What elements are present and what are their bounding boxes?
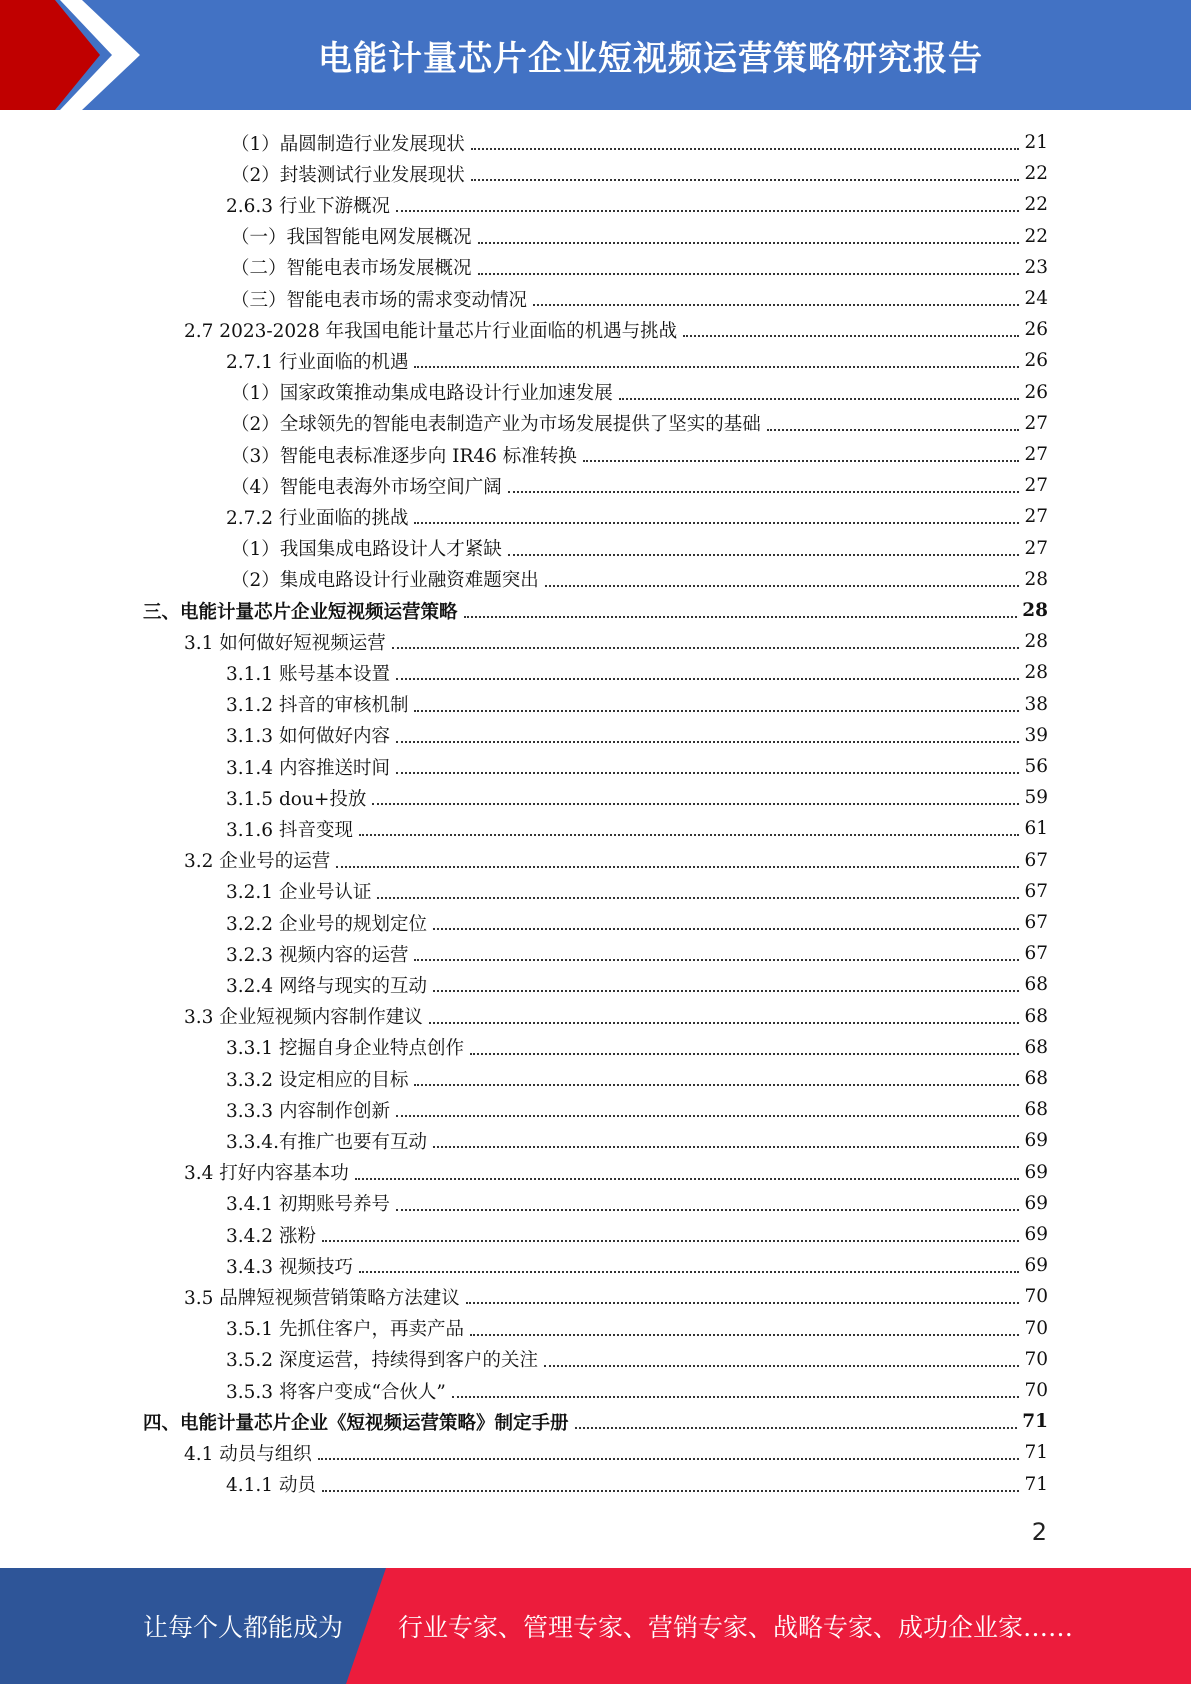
footer-banner <box>0 1568 1191 1684</box>
toc-leader-dots <box>433 927 1019 930</box>
toc-leader-dots <box>322 1239 1020 1242</box>
toc-entry[interactable] <box>226 345 1048 376</box>
toc-leader-dots <box>396 771 1019 774</box>
toc-entry[interactable] <box>231 408 1048 439</box>
toc-entry-label: （1）国家政策推动集成电路设计行业加速发展 <box>231 383 613 405</box>
toc-entry-label: 3.3.4.有推广也要有互动 <box>226 1131 427 1153</box>
toc-entry-label: 3.1.2 抖音的审核机制 <box>226 695 409 717</box>
toc-entry[interactable] <box>226 1188 1048 1219</box>
document-title: 电能计量芯片企业短视频运营策略研究报告 <box>318 38 983 79</box>
toc-entry-page: 71 <box>1024 1473 1048 1495</box>
toc-entry-page: 67 <box>1024 912 1048 933</box>
toc-entry-page: 68 <box>1024 1005 1048 1027</box>
toc-entry-label: 2.7 2023-2028 年我国电能计量芯片行业面临的机遇与挑战 <box>184 320 678 342</box>
toc-entry-label: 3.2.2 企业号的规划定位 <box>226 913 427 935</box>
toc-entry[interactable] <box>226 1125 1048 1156</box>
toc-leader-dots <box>478 241 1020 244</box>
toc-leader-dots <box>414 1083 1019 1086</box>
toc-entry-label: 3.1 如何做好短视频运营 <box>184 632 386 654</box>
toc-entry-label: 3.1.6 抖音变现 <box>226 819 353 841</box>
toc-entry[interactable] <box>226 1250 1048 1281</box>
toc-entry-page: 70 <box>1024 1317 1048 1339</box>
toc-entry[interactable] <box>226 1344 1048 1375</box>
toc-leader-dots <box>372 802 1019 805</box>
toc-entry-label: 3.3.1 挖掘自身企业特点创作 <box>226 1038 464 1060</box>
toc-entry[interactable] <box>184 1437 1048 1468</box>
toc-entry-label: 3.4.3 视频技巧 <box>226 1256 353 1278</box>
toc-entry-label: 3.4.1 初期账号养号 <box>226 1194 390 1216</box>
toc-entry-label: 3.2 企业号的运营 <box>184 851 331 873</box>
toc-leader-dots <box>396 209 1019 212</box>
toc-entry-label: 4.1.1 动员 <box>226 1475 316 1497</box>
toc-entry[interactable] <box>226 501 1048 532</box>
toc-entry-page: 70 <box>1024 1286 1048 1308</box>
toc-entry-label: 3.5 品牌短视频营销策略方法建议 <box>184 1287 460 1309</box>
toc-entry-page: 28 <box>1022 600 1048 621</box>
toc-leader-dots <box>470 1052 1019 1055</box>
toc-entry-label: 3.1.4 内容推送时间 <box>226 757 390 779</box>
toc-entry-page: 67 <box>1024 849 1048 871</box>
toc-entry-page: 22 <box>1024 163 1048 185</box>
toc-entry-label: 3.1.5 dou+投放 <box>226 788 367 810</box>
toc-leader-dots <box>322 1489 1020 1492</box>
toc-entry-label: 2.7.1 行业面临的机遇 <box>226 351 409 373</box>
toc-leader-dots <box>396 1208 1019 1211</box>
toc-entry-page: 22 <box>1024 194 1048 216</box>
toc-leader-dots <box>414 365 1019 368</box>
toc-entry[interactable] <box>231 158 1048 189</box>
toc-leader-dots <box>508 553 1020 556</box>
toc-entry-page: 28 <box>1024 662 1048 684</box>
toc-entry-label: 3.2.3 视频内容的运营 <box>226 944 409 966</box>
toc-entry-page: 67 <box>1024 880 1048 902</box>
toc-entry[interactable] <box>231 533 1048 564</box>
toc-leader-dots <box>466 1301 1020 1304</box>
toc-entry-page: 67 <box>1024 943 1048 965</box>
toc-entry-label: （三）智能电表市场的需求变动情况 <box>231 289 528 311</box>
toc-entry-label: 3.1.1 账号基本设置 <box>226 663 390 685</box>
toc-entry-page: 21 <box>1024 132 1048 153</box>
toc-entry[interactable] <box>226 1469 1048 1500</box>
toc-entry-page: 24 <box>1024 288 1048 309</box>
toc-entry[interactable] <box>231 252 1048 283</box>
toc-entry-page: 70 <box>1024 1348 1048 1370</box>
toc-leader-dots <box>414 521 1019 524</box>
toc-entry-label: （1）晶圆制造行业发展现状 <box>231 133 465 155</box>
toc-entry-page: 61 <box>1024 818 1048 840</box>
toc-leader-dots <box>336 865 1019 868</box>
toc-leader-dots <box>478 272 1020 275</box>
toc-entry-page: 70 <box>1024 1380 1048 1401</box>
toc-entry-page: 26 <box>1024 350 1048 372</box>
toc-leader-dots <box>414 709 1019 712</box>
toc-entry[interactable] <box>184 1001 1048 1032</box>
toc-entry-page: 69 <box>1024 1130 1048 1152</box>
toc-entry[interactable] <box>231 283 1048 314</box>
toc-entry[interactable] <box>226 689 1048 720</box>
toc-entry-label: （1）我国集成电路设计人才紧缺 <box>231 539 502 561</box>
toc-entry-page: 68 <box>1024 1036 1048 1058</box>
toc-leader-dots <box>683 334 1019 337</box>
toc-entry-page: 68 <box>1024 1099 1048 1121</box>
toc-entry-label: 3.4.2 涨粉 <box>226 1225 316 1247</box>
toc-entry[interactable] <box>226 1063 1048 1094</box>
page-number: 2 <box>1031 1518 1047 1546</box>
toc-entry-page: 71 <box>1022 1411 1048 1433</box>
toc-entry-label: 2.7.2 行业面临的挑战 <box>226 507 409 529</box>
toc-entry-page: 71 <box>1024 1442 1048 1464</box>
toc-entry[interactable] <box>226 1032 1048 1063</box>
toc-leader-dots <box>464 615 1018 618</box>
toc-entry-label: 3.3.3 内容制作创新 <box>226 1100 390 1122</box>
toc-entry-page: 22 <box>1024 225 1048 247</box>
toc-entry[interactable] <box>226 1094 1048 1125</box>
toc-entry[interactable] <box>231 221 1048 252</box>
toc-entry-page: 26 <box>1024 381 1048 403</box>
toc-entry-page: 69 <box>1024 1255 1048 1277</box>
toc-entry[interactable] <box>231 439 1048 470</box>
toc-entry-page: 28 <box>1024 568 1048 590</box>
toc-entry[interactable] <box>226 751 1048 782</box>
toc-entry-label: 四、电能计量芯片企业《短视频运营策略》制定手册 <box>143 1412 569 1434</box>
toc-entry[interactable] <box>226 189 1048 220</box>
toc-entry-page: 69 <box>1024 1192 1048 1214</box>
toc-entry-page: 68 <box>1024 974 1048 996</box>
toc-entry-page: 56 <box>1024 756 1048 777</box>
toc-entry[interactable] <box>184 1281 1048 1312</box>
toc-entry-page: 38 <box>1024 693 1048 715</box>
toc-entry[interactable] <box>226 876 1048 907</box>
footer-slogan-left: 让每个人都能成为 <box>143 1613 344 1642</box>
toc-entry[interactable] <box>184 314 1048 345</box>
toc-leader-dots <box>767 428 1020 431</box>
toc-leader-dots <box>533 303 1019 306</box>
toc-entry-page: 39 <box>1024 724 1048 746</box>
toc-leader-dots <box>355 1177 1020 1180</box>
toc-leader-dots <box>545 584 1020 587</box>
toc-entry[interactable] <box>226 813 1048 844</box>
toc-leader-dots <box>396 740 1019 743</box>
toc-entry[interactable] <box>226 938 1048 969</box>
toc-entry[interactable] <box>226 1219 1048 1250</box>
toc-entry[interactable] <box>226 969 1048 1000</box>
toc-leader-dots <box>392 646 1020 649</box>
toc-entry-label: （二）智能电表市场发展概况 <box>231 258 472 280</box>
toc-entry-label: 3.4 打好内容基本功 <box>184 1163 349 1185</box>
toc-entry-page: 26 <box>1024 319 1048 341</box>
toc-leader-dots <box>471 147 1020 150</box>
toc-entry-label: （2）集成电路设计行业融资难题突出 <box>231 570 539 592</box>
toc-leader-dots <box>359 833 1020 836</box>
toc-leader-dots <box>452 1395 1020 1398</box>
toc-entry-page: 27 <box>1024 506 1048 528</box>
toc-leader-dots <box>470 1333 1019 1336</box>
toc-entry[interactable] <box>226 1313 1048 1344</box>
toc-entry[interactable] <box>143 595 1048 626</box>
header-arrow-icon <box>0 0 150 110</box>
toc-entry-label: 3.3.2 设定相应的目标 <box>226 1069 409 1091</box>
toc-leader-dots <box>414 958 1019 961</box>
toc-entry-label: 3.2.1 企业号认证 <box>226 882 372 904</box>
toc-entry[interactable] <box>226 720 1048 751</box>
toc-entry[interactable] <box>226 782 1048 813</box>
toc-entry-page: 69 <box>1024 1224 1048 1245</box>
toc-entry-label: （2）封装测试行业发展现状 <box>231 164 465 186</box>
toc-entry-label: 4.1 动员与组织 <box>184 1443 312 1465</box>
toc-entry-label: （4）智能电表海外市场空间广阔 <box>231 476 502 498</box>
toc-entry-label: 3.5.3 将客户变成“合伙人” <box>226 1381 446 1403</box>
toc-entry-label: 3.2.4 网络与现实的互动 <box>226 975 427 997</box>
toc-leader-dots <box>619 397 1020 400</box>
toc-entry-page: 27 <box>1024 412 1048 434</box>
toc-leader-dots <box>433 1145 1019 1148</box>
toc-leader-dots <box>377 896 1019 899</box>
footer-slogan-right: 行业专家、管理专家、营销专家、战略专家、成功企业家…… <box>398 1613 1074 1642</box>
toc-leader-dots <box>508 490 1020 493</box>
toc-entry-label: 3.5.2 深度运营，持续得到客户的关注 <box>226 1350 538 1372</box>
toc-entry-label: （3）智能电表标准逐步向 IR46 标准转换 <box>231 445 577 467</box>
toc-leader-dots <box>471 178 1020 181</box>
toc-entry[interactable] <box>226 907 1048 938</box>
toc-entry[interactable] <box>184 626 1048 657</box>
toc-entry-page: 68 <box>1024 1068 1048 1089</box>
toc-entry-page: 27 <box>1024 475 1048 497</box>
toc-entry-page: 23 <box>1024 256 1048 278</box>
toc-entry-page: 59 <box>1024 787 1048 809</box>
toc-entry[interactable] <box>231 377 1048 408</box>
toc-entry[interactable] <box>231 470 1048 501</box>
toc-leader-dots <box>583 459 1020 462</box>
toc-entry[interactable] <box>143 1406 1048 1437</box>
toc-entry-label: 3.5.1 先抓住客户，再卖产品 <box>226 1319 464 1341</box>
toc-entry-page: 27 <box>1024 444 1048 465</box>
toc-leader-dots <box>433 989 1019 992</box>
toc-leader-dots <box>544 1364 1019 1367</box>
toc-entry[interactable] <box>226 1375 1048 1406</box>
toc-entry[interactable] <box>226 657 1048 688</box>
toc-entry[interactable] <box>231 127 1048 158</box>
toc-leader-dots <box>575 1426 1018 1429</box>
toc-entry-page: 69 <box>1024 1161 1048 1183</box>
toc-entry-label: （一）我国智能电网发展概况 <box>231 227 472 249</box>
toc-entry-page: 28 <box>1024 631 1048 653</box>
toc-leader-dots <box>396 677 1019 680</box>
toc-leader-dots <box>359 1270 1020 1273</box>
toc-entry-label: 3.3 企业短视频内容制作建议 <box>184 1007 423 1029</box>
toc-leader-dots <box>318 1457 1020 1460</box>
toc-leader-dots <box>429 1021 1020 1024</box>
header-banner <box>0 0 1191 110</box>
toc-entry-page: 27 <box>1024 537 1048 559</box>
toc-entry[interactable] <box>184 1157 1048 1188</box>
toc-leader-dots <box>396 1114 1019 1117</box>
toc-entry-label: 三、电能计量芯片企业短视频运营策略 <box>143 601 458 623</box>
toc-entry-label: 3.1.3 如何做好内容 <box>226 726 390 748</box>
toc-entry[interactable] <box>231 564 1048 595</box>
toc-entry[interactable] <box>184 845 1048 876</box>
toc-entry-label: （2）全球领先的智能电表制造产业为市场发展提供了坚实的基础 <box>231 414 761 436</box>
toc-entry-label: 2.6.3 行业下游概况 <box>226 195 390 217</box>
